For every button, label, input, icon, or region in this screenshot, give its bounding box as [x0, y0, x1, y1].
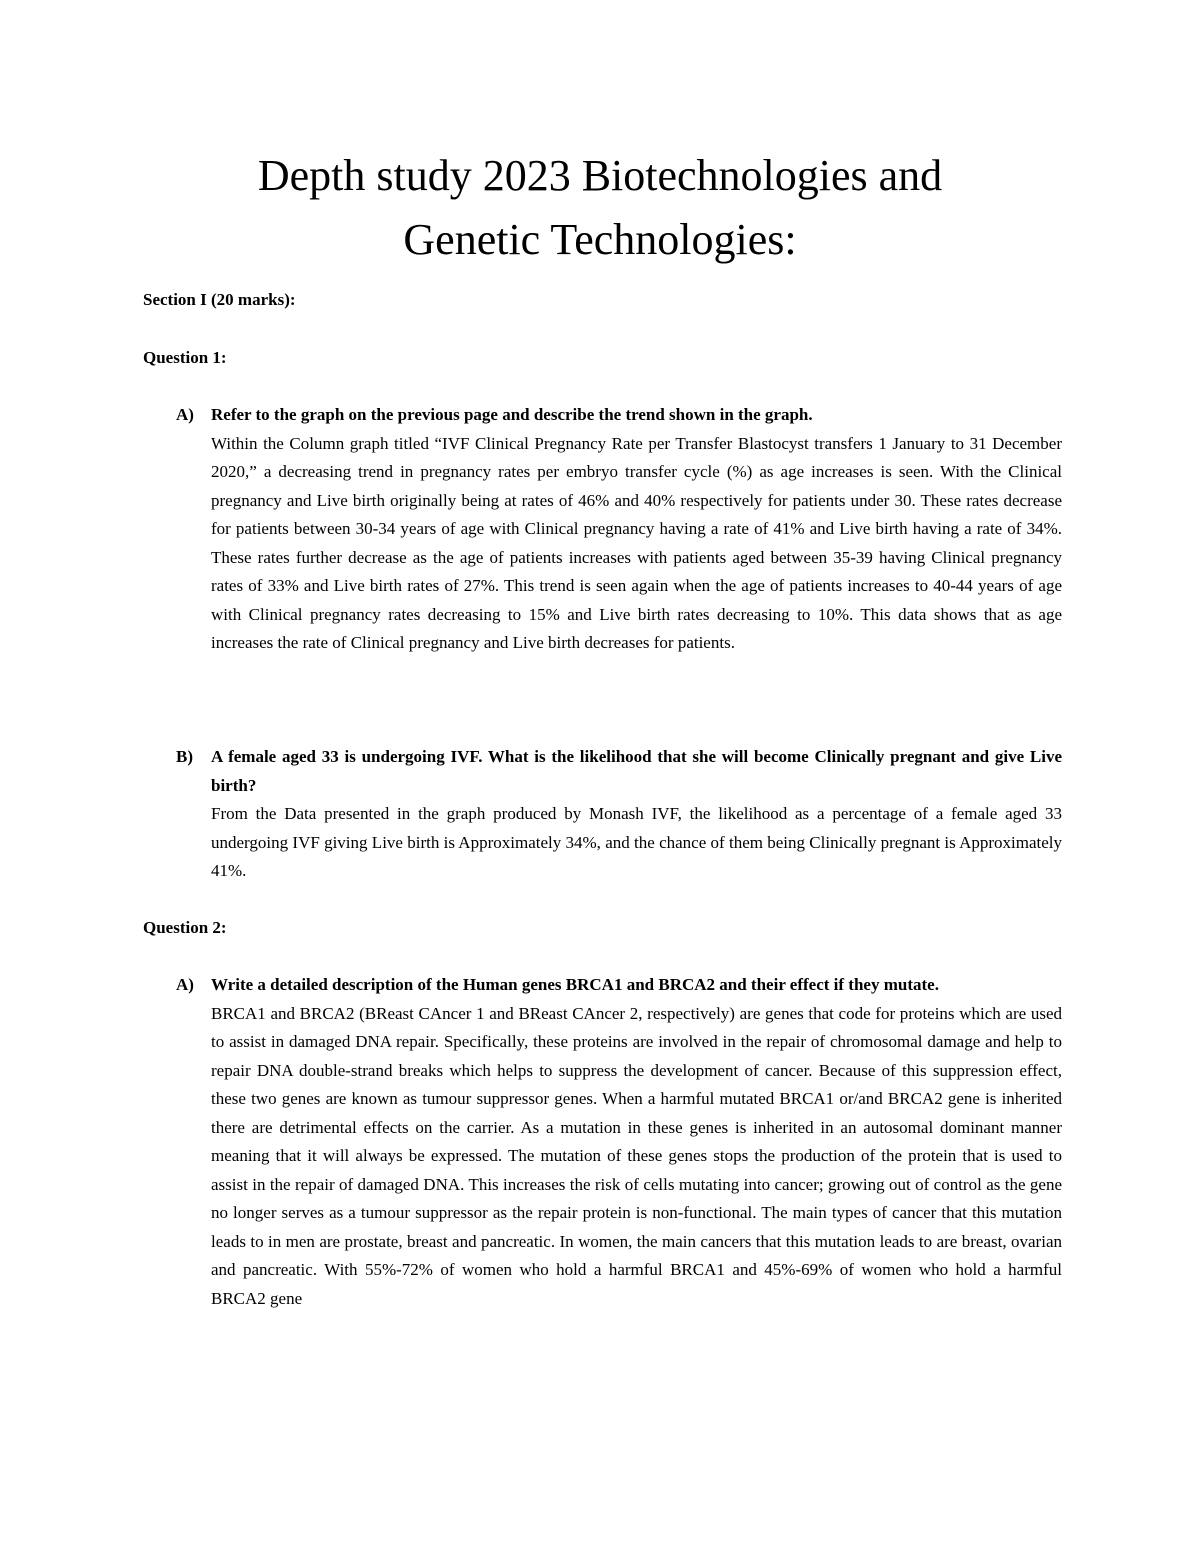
document-title-line-2: Genetic Technologies:	[403, 215, 797, 264]
question-1-part-b-answer: From the Data presented in the graph produced by Monash IVF, the likelihood as a percentage of a female aged 33 undergoing IVF giving Live birth is Approximately 34%, and the chance of them being Clinically pregnant is Approximately 41%.	[211, 804, 1062, 880]
question-2-part-a-letter: A)	[176, 975, 194, 994]
question-1-part-b-body	[211, 743, 1062, 886]
question-1-part-b-prompt: A female aged 33 is undergoing IVF. What is the likelihood that she will become Clinically pregnant and give Live birth?	[211, 747, 1062, 795]
section-heading: Section I (20 marks):	[143, 290, 296, 309]
question-2-label: Question 2:	[143, 918, 227, 937]
question-1-part-a-answer: Within the Column graph titled “IVF Clinical Pregnancy Rate per Transfer Blastocyst transfers 1 January to 31 December 2020,” a decreasing trend in pregnancy rates per embryo transfer cycle (%) as age increases is seen. With the Clinical pregnancy and Live birth originally being at rates of 46% and 40% respectively for patients under 30. These rates decrease for patients between 30-34 years of age with Clinical pregnancy having a rate of 41% and Live birth having a rate of 34%. These rates further decrease as the age of patients increases with patients aged between 35-39 having Clinical pregnancy rates of 33% and Live birth rates of 27%. This trend is seen again when the age of patients increases to 40-44 years of age with Clinical pregnancy rates decreasing to 15% and Live birth rates decreasing to 10%. This data shows that as age increases the rate of Clinical pregnancy and Live birth decreases for patients.	[211, 433, 1062, 652]
question-2-part-a-body	[211, 971, 1062, 1313]
question-1-part-a-body	[211, 401, 1062, 658]
question-1-part-a-prompt: Refer to the graph on the previous page and describe the trend shown in the graph.	[211, 405, 813, 424]
document-title-line-1: Depth study 2023 Biotechnologies and	[257, 151, 943, 200]
question-1-part-b-letter: B)	[176, 747, 193, 766]
question-1-label: Question 1:	[143, 348, 227, 367]
question-1-part-a-letter: A)	[176, 405, 194, 424]
question-2-part-a-prompt: Write a detailed description of the Human genes BRCA1 and BRCA2 and their effect if they mutate.	[211, 975, 939, 994]
question-2-part-a-answer: BRCA1 and BRCA2 (BReast CAncer 1 and BReast CAncer 2, respectively) are genes that code for proteins which are used to assist in damaged DNA repair. Specifically, these proteins are involved in the repair of chromosomal damage and help to repair DNA double-strand breaks which helps to suppress the development of cancer. Because of this suppression effect, these two genes are known as tumour suppressor genes. When a harmful mutated BRCA1 or/and BRCA2 gene is inherited there are detrimental effects on the carrier. As a mutation in these genes is inherited in an autosomal dominant manner meaning that it will always be expressed. The mutation of these genes stops the production of the protein that is used to assist in the repair of damaged DNA. This increases the risk of cells mutating into cancer; growing out of control as the gene no longer serves as a tumour suppressor as the repair protein is non-functional. The main types of cancer that this mutation leads to in men are prostate, breast and pancreatic. In women, the main cancers that this mutation leads to are breast, ovarian and pancreatic. With 55%-72% of women who hold a harmful BRCA1 and 45%-69% of women who hold a harmful BRCA2 gene	[211, 1003, 1062, 1308]
